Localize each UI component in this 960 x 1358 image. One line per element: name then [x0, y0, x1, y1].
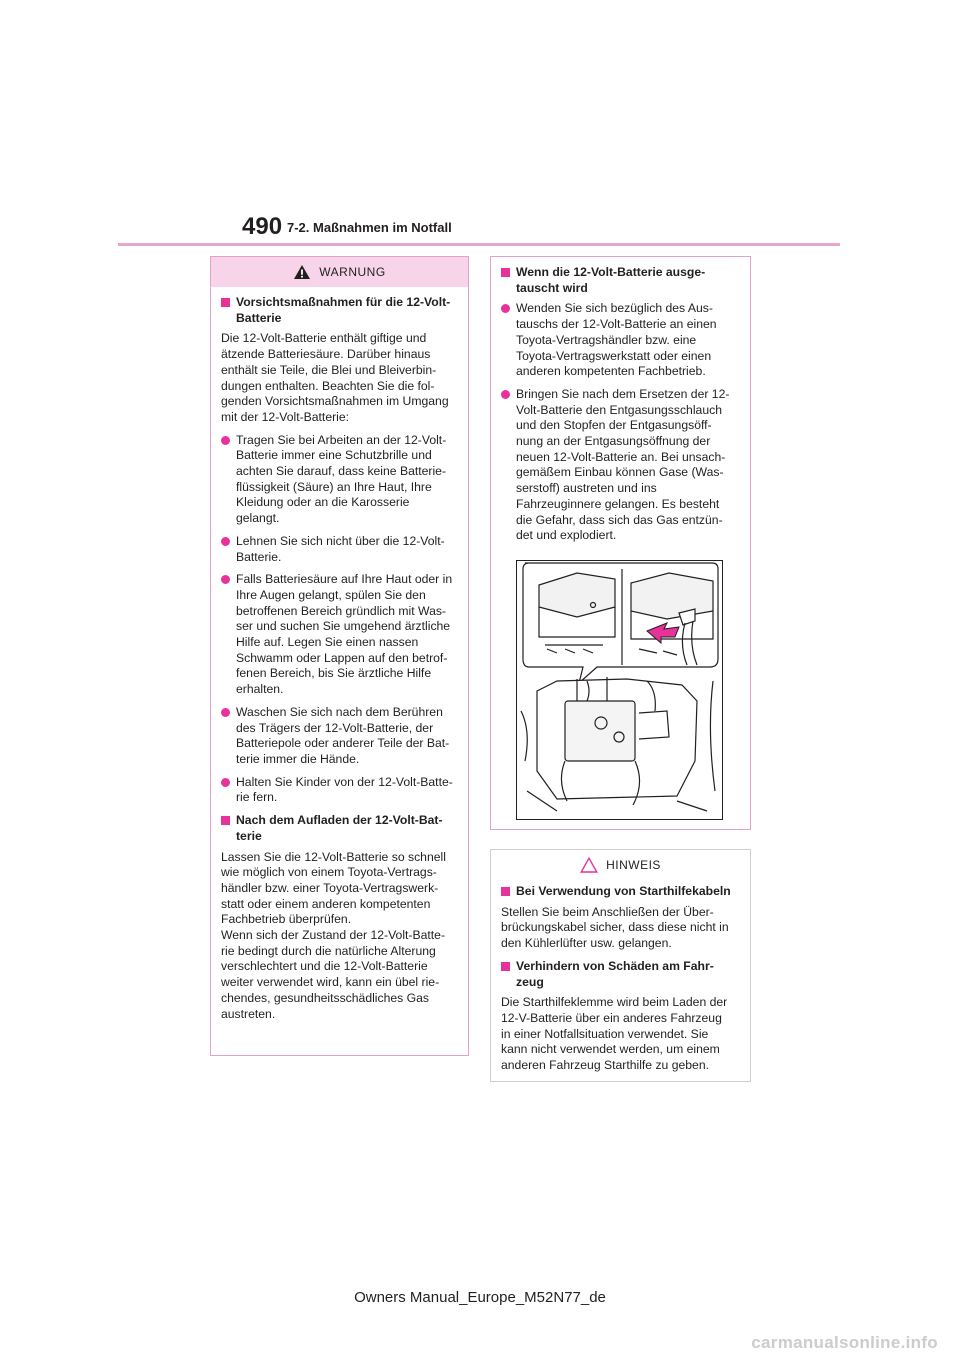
warning-section-2-body: Lassen Sie die 12-Volt-Batterie so schnell wie möglich von einem Toyota-Vertrags- händler bzw. einer Toyota-Vertragswerk- statt oder einem anderen kompetenten Fachbetrieb überprüfen. Wenn sich der Zustand der 12-Volt-Batte- rie bedingt durch die natürliche Alterung verschlechtert und die 12-Volt-Batterie weiter verwendet wird, kann ein übel rie- chendes, gesundheitsschädliches Gas austreten. [221, 849, 446, 1021]
battery-illustration-svg [517, 561, 722, 819]
bullet-dot-icon [221, 537, 230, 546]
replacement-title: Wenn die 12-Volt-Batterie ausge- tauscht wird [501, 265, 741, 296]
header-rule [118, 243, 840, 246]
bullet-dot-icon [501, 304, 510, 313]
battery-vent-hose-illustration [516, 560, 723, 820]
caution-triangle-icon [580, 857, 598, 873]
square-bullet-icon [501, 887, 510, 896]
page-number: 490 [242, 213, 283, 240]
warning-section-2-title: Nach dem Aufladen der 12-Volt-Bat- terie [221, 813, 459, 844]
square-bullet-icon [501, 268, 510, 277]
page-footer: Owners Manual_Europe_M52N77_de [354, 1289, 606, 1306]
square-bullet-icon [221, 298, 230, 307]
list-item: Falls Batteriesäure auf Ihre Haut oder in Ihre Augen gelangt, spülen Sie den betroffenen Bereich gründlich mit Was- ser und suchen Sie umgehend ärztliche Hilfe auf. Legen Sie einen nassen Schwamm oder Lappen auf den betrof- fenen Bereich, bis Sie ärztliche Hilfe erhalten. [221, 572, 459, 698]
warning-section-1-intro: Die 12-Volt-Batterie enthält giftige und ätzende Batteriesäure. Darüber hinaus enthält sie Teile, die Blei und Bleiverbin- dungen enthalten. Beachten Sie die fol- genden Vorsichtsmaßnahmen im Umgang mit der 12-Volt-Batterie: [221, 331, 449, 424]
warning-header [211, 257, 468, 287]
notice-heading: HINWEIS [606, 858, 661, 872]
notice-header [491, 852, 750, 878]
square-bullet-icon [501, 962, 510, 971]
warning-box [210, 256, 469, 1056]
site-watermark: carmanualsonline.info [751, 1333, 938, 1352]
list-item: Tragen Sie bei Arbeiten an der 12-Volt- Batterie immer eine Schutzbrille und achten Sie darauf, dass keine Batterie- flüssigkeit (Säure) an Ihre Haut, Ihre Kleidung oder an die Karosserie gelangt. [221, 433, 459, 527]
bullet-dot-icon [221, 778, 230, 787]
warning-heading: WARNUNG [319, 265, 386, 279]
notice-section-1-body: Stellen Sie beim Anschließen der Über- brückungskabel sicher, dass diese nicht in den Kühlerlüfter usw. gelangen. [501, 904, 729, 951]
square-bullet-icon [221, 816, 230, 825]
list-item: Bringen Sie nach dem Ersetzen der 12- Volt-Batterie den Entgasungsschlauch und den Stopfen der Entgasungsöff- nung an der Entgasungsöffnung der neuen 12-Volt-Batterie an. Bei unsach- gemäßem Einbau können Gase (Was- serstoff) austreten und ins Fahrzeuginnere gelangen. Es besteht die Gefahr, dass sich das Gas entzün- det und explodiert. [501, 387, 741, 544]
list-item: Waschen Sie sich nach dem Berühren des Trägers der 12-Volt-Batterie, der Batteriepole oder anderer Teile der Bat- terie immer die Hände. [221, 705, 459, 768]
list-item: Halten Sie Kinder von der 12-Volt-Batte- rie fern. [221, 775, 459, 806]
notice-box [490, 849, 751, 1082]
section-title: 7-2. Maßnahmen im Notfall [287, 220, 452, 235]
bullet-dot-icon [221, 708, 230, 717]
warning-section-1-title: Vorsichtsmaßnahmen für die 12-Volt- Batterie [221, 295, 459, 326]
battery-replacement-box [490, 256, 751, 830]
list-item: Lehnen Sie sich nicht über die 12-Volt- Batterie. [221, 534, 459, 565]
list-item: Wenden Sie sich bezüglich des Aus- tauschs der 12-Volt-Batterie an einen Toyota-Vertragshändler bzw. eine Toyota-Vertragswerkstatt oder einen anderen kompetenten Fachbetrieb. [501, 301, 741, 380]
bullet-dot-icon [221, 436, 230, 445]
bullet-dot-icon [221, 575, 230, 584]
notice-section-1-title: Bei Verwendung von Starthilfekabeln [501, 884, 741, 900]
notice-section-2-body: Die Starthilfeklemme wird beim Laden der 12-V-Batterie über ein anderes Fahrzeug in einer Notfallsituation verwendet. Sie kann nicht verwendet werden, um einem anderen Fahrzeug Starthilfe zu geben. [501, 995, 728, 1073]
bullet-dot-icon [501, 390, 510, 399]
notice-section-2-title: Verhindern von Schäden am Fahr- zeug [501, 959, 741, 990]
warning-triangle-icon [293, 264, 311, 280]
